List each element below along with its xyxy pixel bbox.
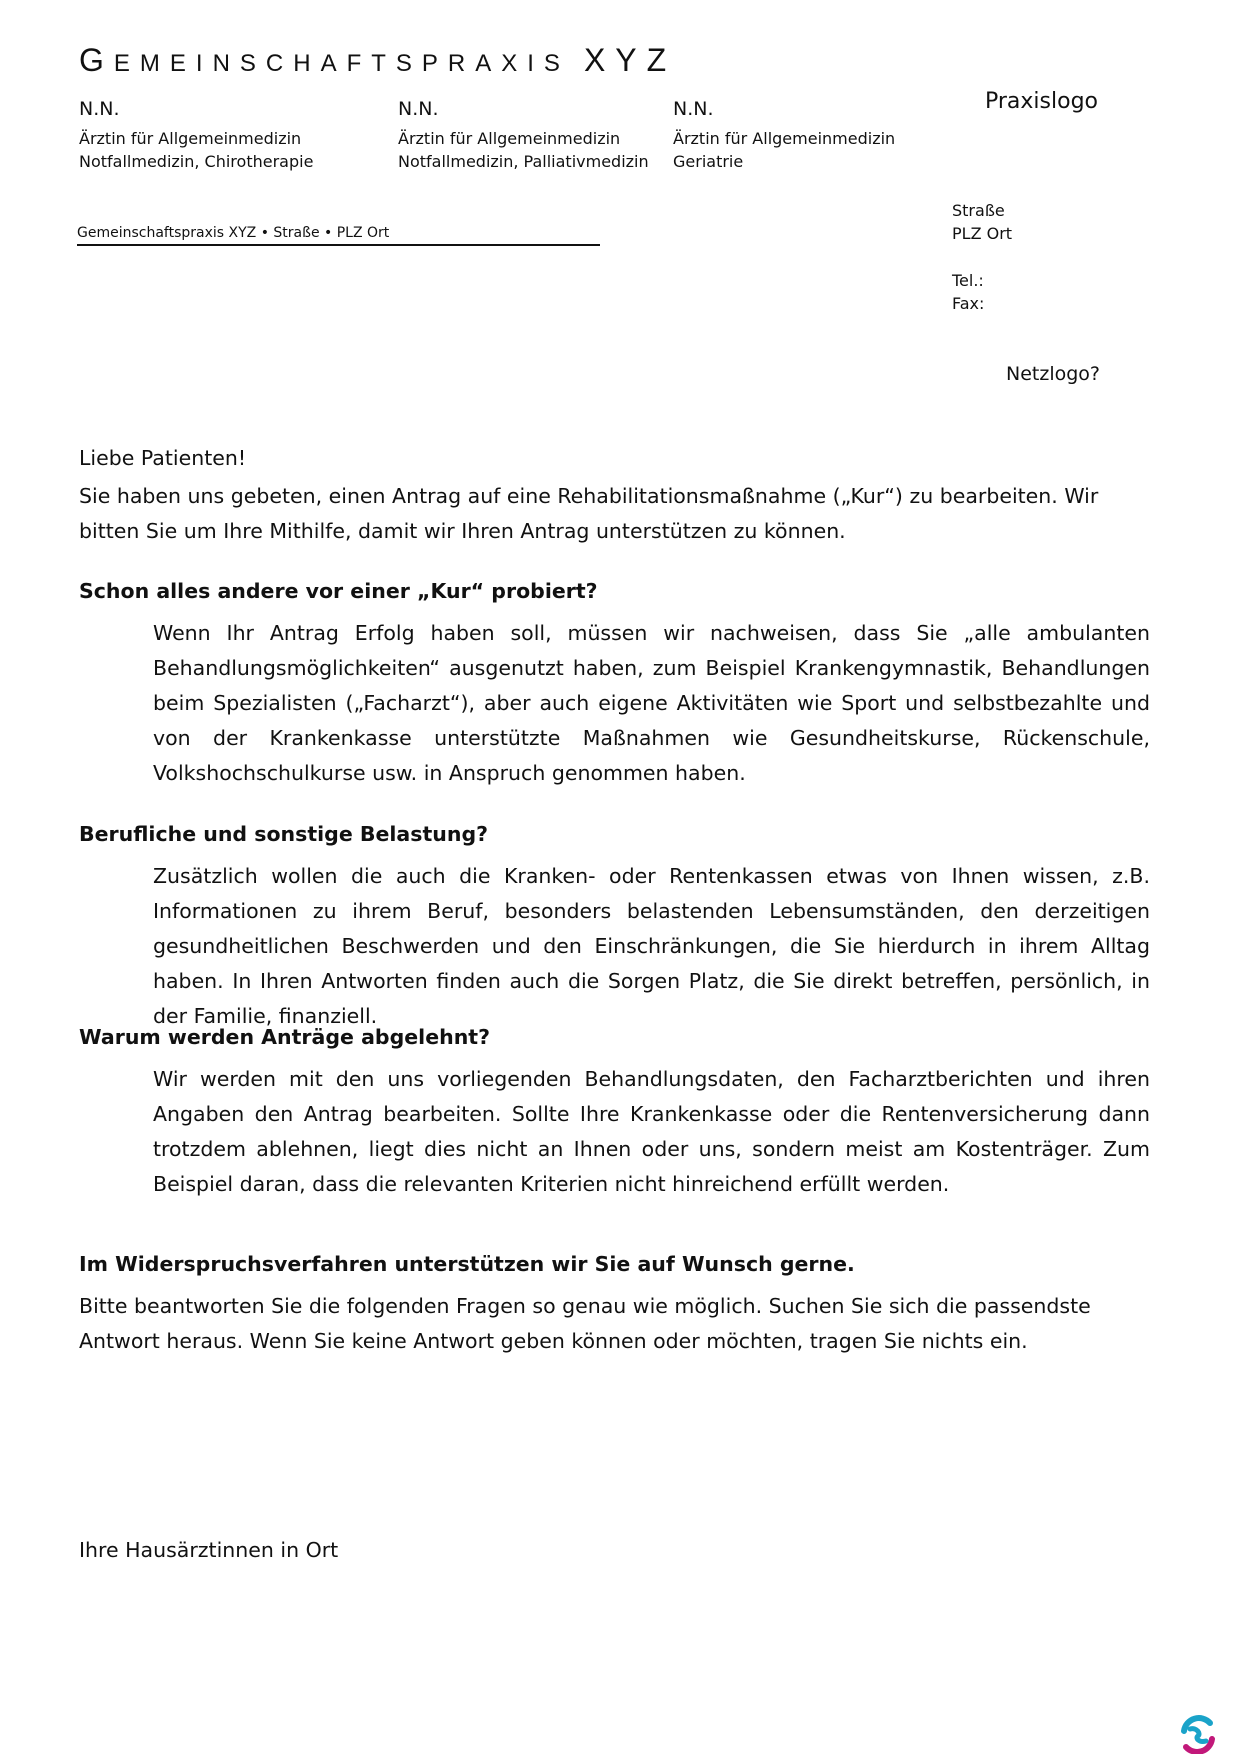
doctor-2 (398, 97, 698, 173)
doctor-name: N.N. (398, 98, 439, 120)
doctor-specialty: Ärztin für Allgemeinmedizin (79, 129, 302, 148)
return-address-line: Gemeinschaftspraxis XYZ • Straße • PLZ Ort (77, 225, 600, 246)
doctor-specialty-extra: Notfallmedizin, Palliativmedizin (398, 152, 649, 171)
intro-paragraph: Sie haben uns gebeten, einen Antrag auf eine Rehabilitationsmaßnahme („Kur“) zu bearbeiten. Wir bitten Sie um Ihre Mithilfe, damit wir Ihren Antrag unterstützen zu können. (79, 484, 1099, 543)
instructions-paragraph: Bitte beantworten Sie die folgenden Fragen so genau wie möglich. Suchen Sie sich die passendste Antwort heraus. Wenn Sie keine Antwort geben können oder möchten, tragen Sie nichts ein. (79, 1294, 1091, 1353)
section-text-alternatives: Wenn Ihr Antrag Erfolg haben soll, müssen wir nachweisen, dass Sie „alle ambulanten Behandlungsmöglichkeiten“ ausgenutzt haben, zum Beispiel Krankengymnastik, Behandlungen beim Spezialisten („Facharzt“), aber auch eigene Aktivitäten wie Sport und selbstbezahlte und von der Krankenkasse unterstützte Maßnahmen wie Gesundheitskurse, Rückenschule, Volkshochschulkurse usw. in Anspruch genommen haben. (153, 621, 1150, 785)
support-heading: Im Widerspruchsverfahren unterstützen wir Sie auf Wunsch gerne. (79, 1252, 855, 1276)
closing-signature: Ihre Hausärztinnen in Ort (79, 1538, 339, 1562)
address-tel: Tel.: (952, 271, 984, 290)
practice-title-rest: EMEINSCHAFTSPRAXIS (113, 50, 570, 77)
doctor-specialty-extra: Notfallmedizin, Chirotherapie (79, 152, 314, 171)
doctor-1 (79, 97, 379, 173)
brand-swirl-icon (1175, 1712, 1221, 1754)
section-heading-alternatives: Schon alles andere vor einer „Kur“ probiert? (79, 579, 598, 603)
practice-title-initial: G (79, 42, 114, 78)
address-street: Straße (952, 201, 1005, 220)
doctor-3 (673, 97, 973, 173)
address-fax: Fax: (952, 294, 985, 313)
section-heading-burden: Berufliche und sonstige Belastung? (79, 822, 489, 846)
salutation: Liebe Patienten! (79, 446, 247, 470)
doctor-name: N.N. (673, 98, 714, 120)
address-spacer (952, 245, 1012, 269)
doctor-name: N.N. (79, 98, 120, 120)
doctor-specialty: Ärztin für Allgemeinmedizin (673, 129, 896, 148)
doctor-specialty: Ärztin für Allgemeinmedizin (398, 129, 621, 148)
address-city: PLZ Ort (952, 224, 1013, 243)
network-logo-placeholder: Netzlogo? (1006, 363, 1100, 385)
section-text-rejections: Wir werden mit den uns vorliegenden Behandlungsdaten, den Facharztberichten und ihren Angaben den Antrag bearbeiten. Sollte Ihre Krankenkasse oder die Rentenversicherung dann trotzdem ablehnen, liegt dies nicht an Ihnen oder uns, sondern meist am Kostenträger. Zum Beispiel daran, dass die relevanten Kriterien nicht hinreichend erfüllt werden. (153, 1067, 1150, 1196)
doctor-specialty-extra: Geriatrie (673, 152, 744, 171)
practice-title-suffix: XYZ (583, 42, 677, 78)
practice-address (952, 199, 1012, 315)
practice-title (79, 42, 676, 79)
section-text-burden: Zusätzlich wollen die auch die Kranken- oder Rentenkassen etwas von Ihnen wissen, z.B. Informationen zu ihrem Beruf, besonders belastenden Lebensumständen, den derzeitigen gesundheitlichen Beschwerden und den Einschränkungen, die Sie hierdurch in ihrem Alltag haben. In Ihren Antworten finden auch die Sorgen Platz, die Sie direkt betreffen, persönlich, in der Familie, finanziell. (153, 864, 1150, 1028)
practice-logo-placeholder: Praxislogo (985, 89, 1098, 114)
section-heading-rejections: Warum werden Anträge abgelehnt? (79, 1025, 490, 1049)
